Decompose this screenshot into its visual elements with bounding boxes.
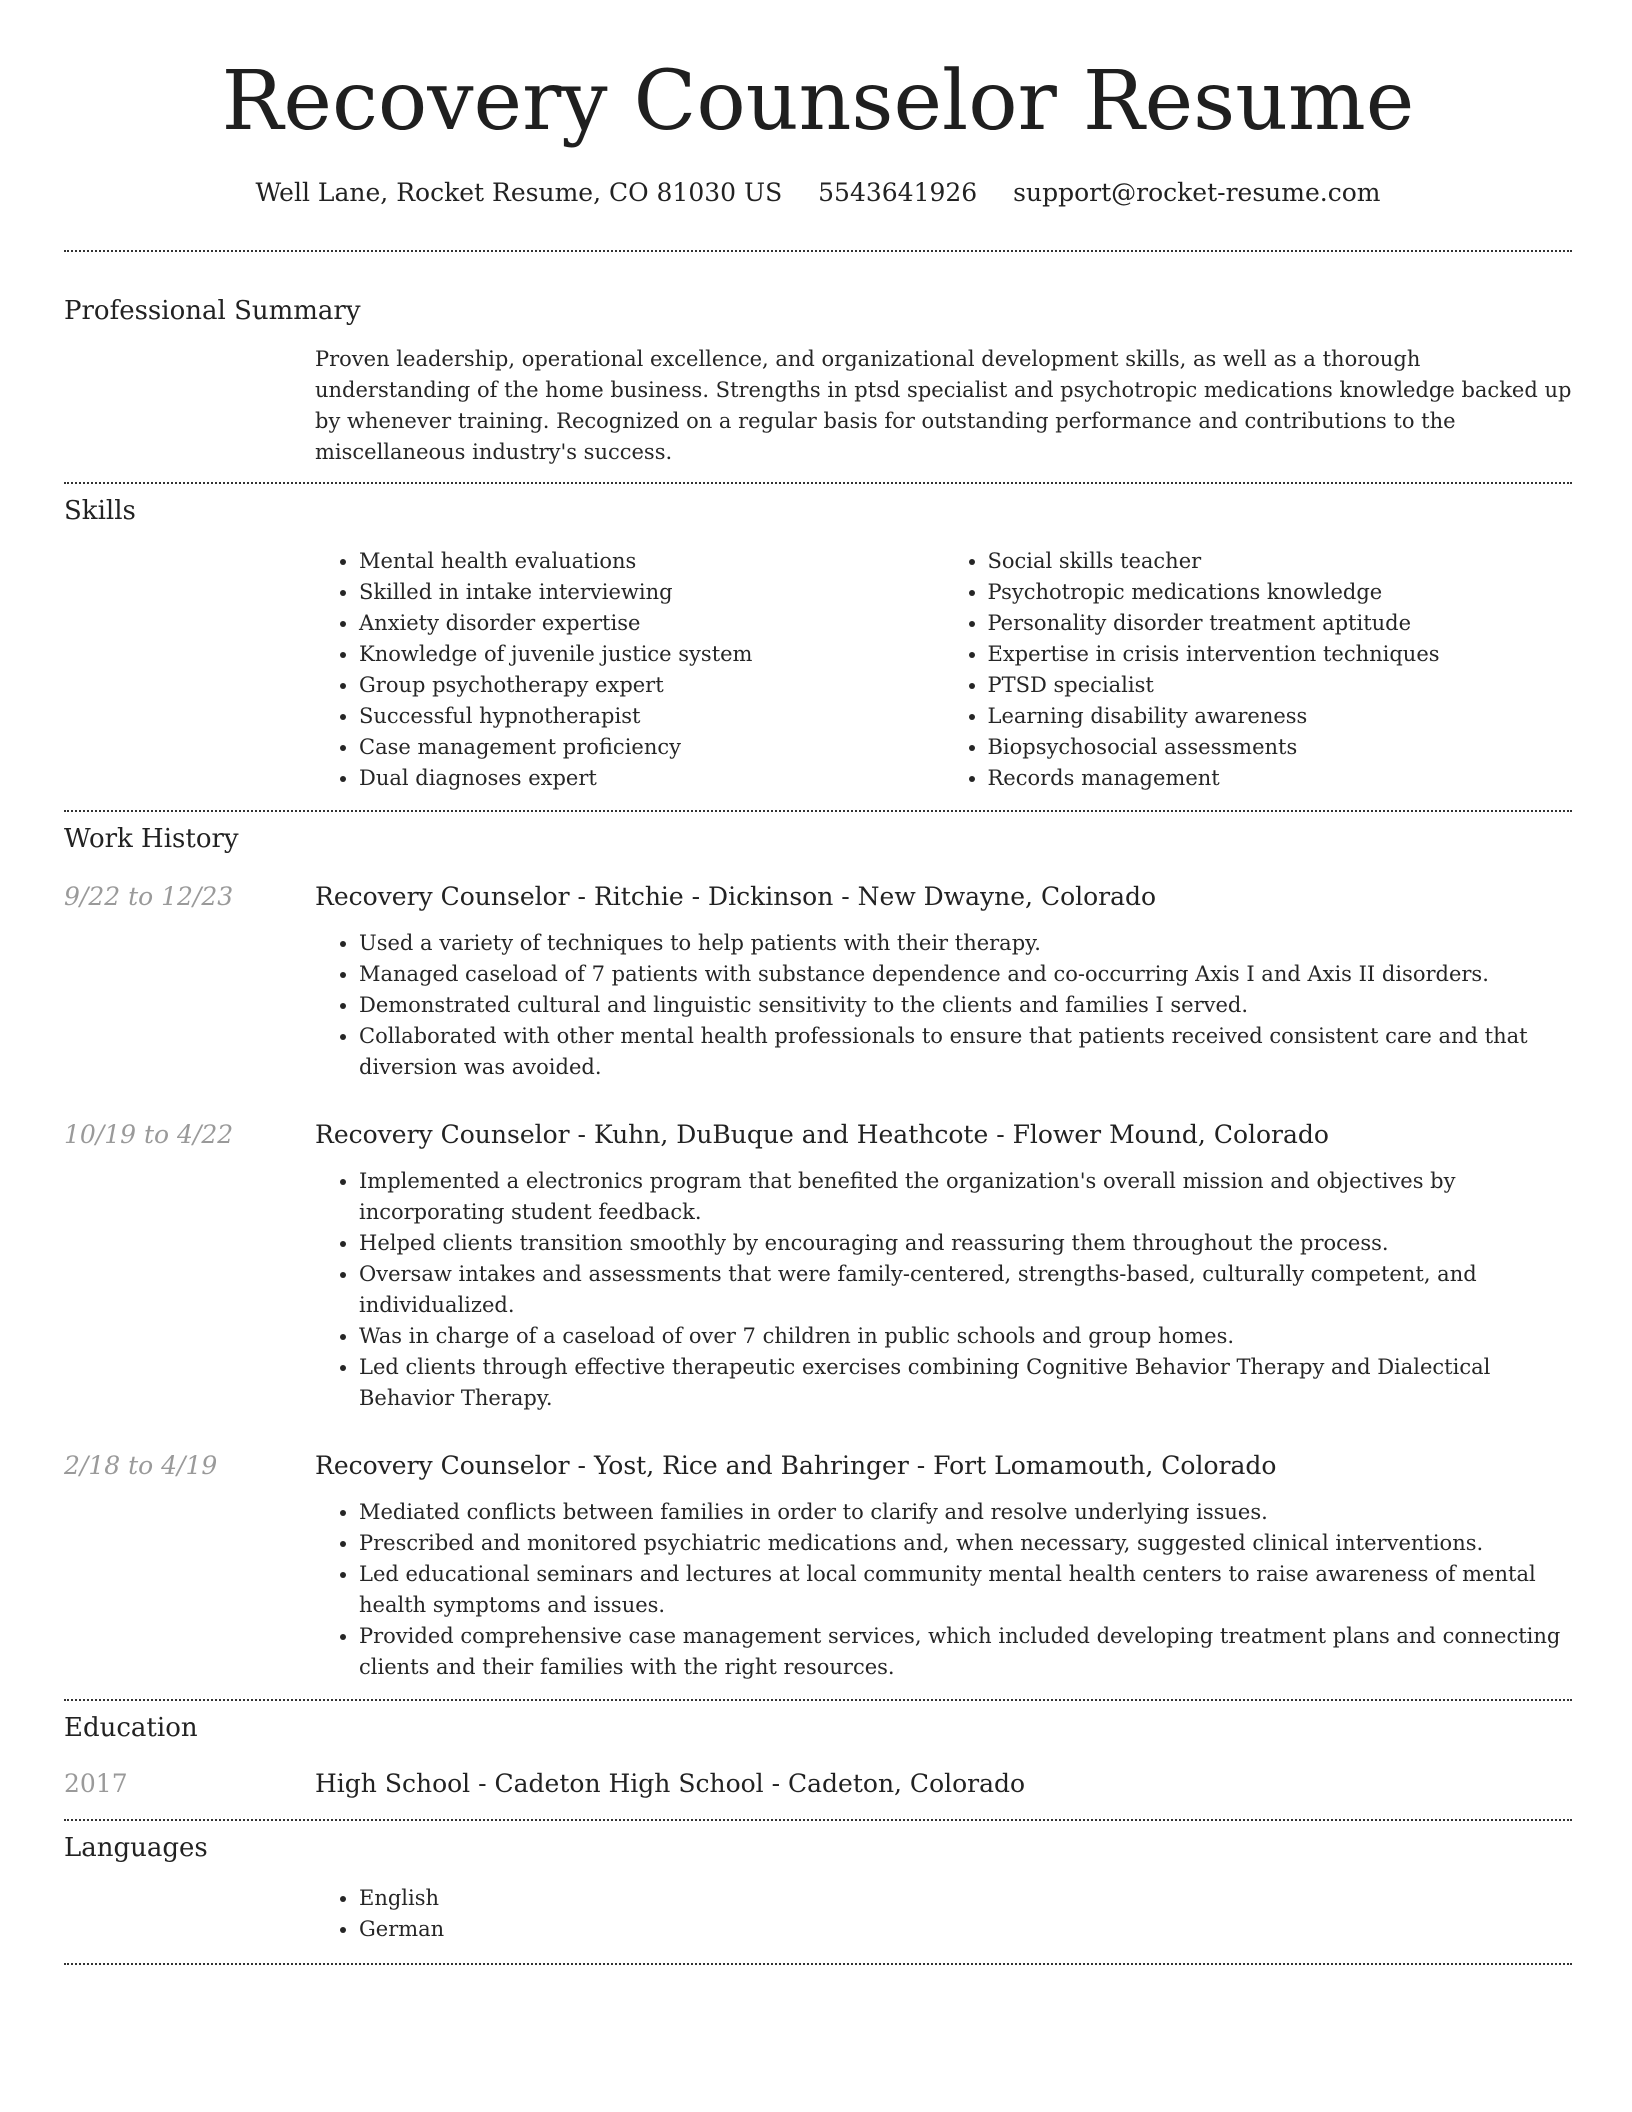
list-item: • Mental health evaluations [359, 546, 944, 577]
section-heading-languages: Languages [64, 1833, 208, 1863]
list-item: • Knowledge of juvenile justice system [359, 639, 944, 670]
job-dates: 10/19 to 4/22 [64, 1120, 234, 1149]
divider [64, 1963, 1572, 1965]
skills-column-right [944, 546, 1573, 794]
divider [64, 1699, 1572, 1701]
contact-phone: 5543641926 [818, 178, 978, 207]
list-item: • Used a variety of techniques to help patients with their therapy. [359, 928, 1572, 959]
skills-column-left [315, 546, 944, 794]
list-item: • Psychotropic medications knowledge [988, 577, 1573, 608]
list-item: • German [359, 1914, 1572, 1945]
list-item: • Was in charge of a caseload of over 7 children in public schools and group homes. [359, 1321, 1572, 1352]
divider [64, 1819, 1572, 1821]
list-item: • Records management [988, 763, 1573, 794]
list-item: • Led clients through effective therapeutic exercises combining Cognitive Behavior Therapy and Dialectical Behavior Therapy. [359, 1352, 1572, 1414]
list-item: • Oversaw intakes and assessments that were family-centered, strengths-based, culturally competent, and individualized. [359, 1259, 1572, 1321]
list-item: • Helped clients transition smoothly by encouraging and reassuring them throughout the process. [359, 1228, 1572, 1259]
summary-text: Proven leadership, operational excellence, and organizational development skills, as well as a thorough understanding of the home business. Strengths in ptsd specialist and psychotropic medications knowledge backed up by whenever training. Recognized on a regular basis for outstanding performance and contributions to the miscellaneous industry's success. [315, 347, 1572, 464]
list-item: • Demonstrated cultural and linguistic sensitivity to the clients and families I served. [359, 990, 1572, 1021]
section-heading-skills: Skills [64, 496, 136, 526]
list-item: • Anxiety disorder expertise [359, 608, 944, 639]
contact-line [64, 176, 1572, 210]
list-item: • Skilled in intake interviewing [359, 577, 944, 608]
resume-page [64, 0, 1572, 1965]
list-item: • Provided comprehensive case management services, which included developing treatment plans and connecting clients and their families with the right resources. [359, 1621, 1572, 1683]
contact-address: Well Lane, Rocket Resume, CO 81030 US [255, 178, 783, 207]
list-item: • Group psychotherapy expert [359, 670, 944, 701]
list-item: • Case management proficiency [359, 732, 944, 763]
list-item: • Biopsychosocial assessments [988, 732, 1573, 763]
skills-list [315, 546, 1572, 794]
list-item: • Expertise in crisis intervention techniques [988, 639, 1573, 670]
list-item: • Learning disability awareness [988, 701, 1573, 732]
education-entry [64, 1767, 1572, 1801]
job-title: Recovery Counselor - Yost, Rice and Bahringer - Fort Lomamouth, Colorado [315, 1451, 1277, 1480]
list-item: • Personality disorder treatment aptitude [988, 608, 1573, 639]
list-item: • Mediated conflicts between families in order to clarify and resolve underlying issues. [359, 1497, 1572, 1528]
divider [64, 482, 1572, 484]
languages-list [315, 1883, 1572, 1945]
list-item: • Prescribed and monitored psychiatric medications and, when necessary, suggested clinical interventions. [359, 1528, 1572, 1559]
section-heading-work-history: Work History [64, 824, 239, 854]
job-bullets [315, 928, 1572, 1083]
job-bullets [315, 1166, 1572, 1414]
divider [64, 810, 1572, 812]
list-item: • Successful hypnotherapist [359, 701, 944, 732]
contact-email: support@rocket-resume.com [1013, 178, 1381, 207]
job-entry [64, 1118, 1572, 1152]
job-dates: 2/18 to 4/19 [64, 1451, 218, 1480]
job-entry [64, 1449, 1572, 1483]
education-title: High School - Cadeton High School - Cadeton, Colorado [315, 1769, 1026, 1798]
list-item: • Dual diagnoses expert [359, 763, 944, 794]
list-item: • Led educational seminars and lectures at local community mental health centers to raise awareness of mental health symptoms and issues. [359, 1559, 1572, 1621]
list-item: • Collaborated with other mental health professionals to ensure that patients received consistent care and that diversion was avoided. [359, 1021, 1572, 1083]
section-heading-summary: Professional Summary [64, 296, 361, 326]
list-item: • English [359, 1883, 1572, 1914]
resume-title: Recovery Counselor Resume [221, 54, 1415, 149]
job-entry [64, 880, 1572, 914]
list-item: • Managed caseload of 7 patients with substance dependence and co-occurring Axis I and Axis II disorders. [359, 959, 1572, 990]
list-item: • Social skills teacher [988, 546, 1573, 577]
list-item: • PTSD specialist [988, 670, 1573, 701]
job-dates: 9/22 to 12/23 [64, 882, 234, 911]
divider [64, 250, 1572, 252]
section-heading-education: Education [64, 1713, 198, 1743]
job-title: Recovery Counselor - Kuhn, DuBuque and Heathcote - Flower Mound, Colorado [315, 1120, 1329, 1149]
job-bullets [315, 1497, 1572, 1683]
education-date: 2017 [64, 1769, 128, 1798]
list-item: • Implemented a electronics program that benefited the organization's overall mission and objectives by incorporating student feedback. [359, 1166, 1572, 1228]
job-title: Recovery Counselor - Ritchie - Dickinson - New Dwayne, Colorado [315, 882, 1157, 911]
